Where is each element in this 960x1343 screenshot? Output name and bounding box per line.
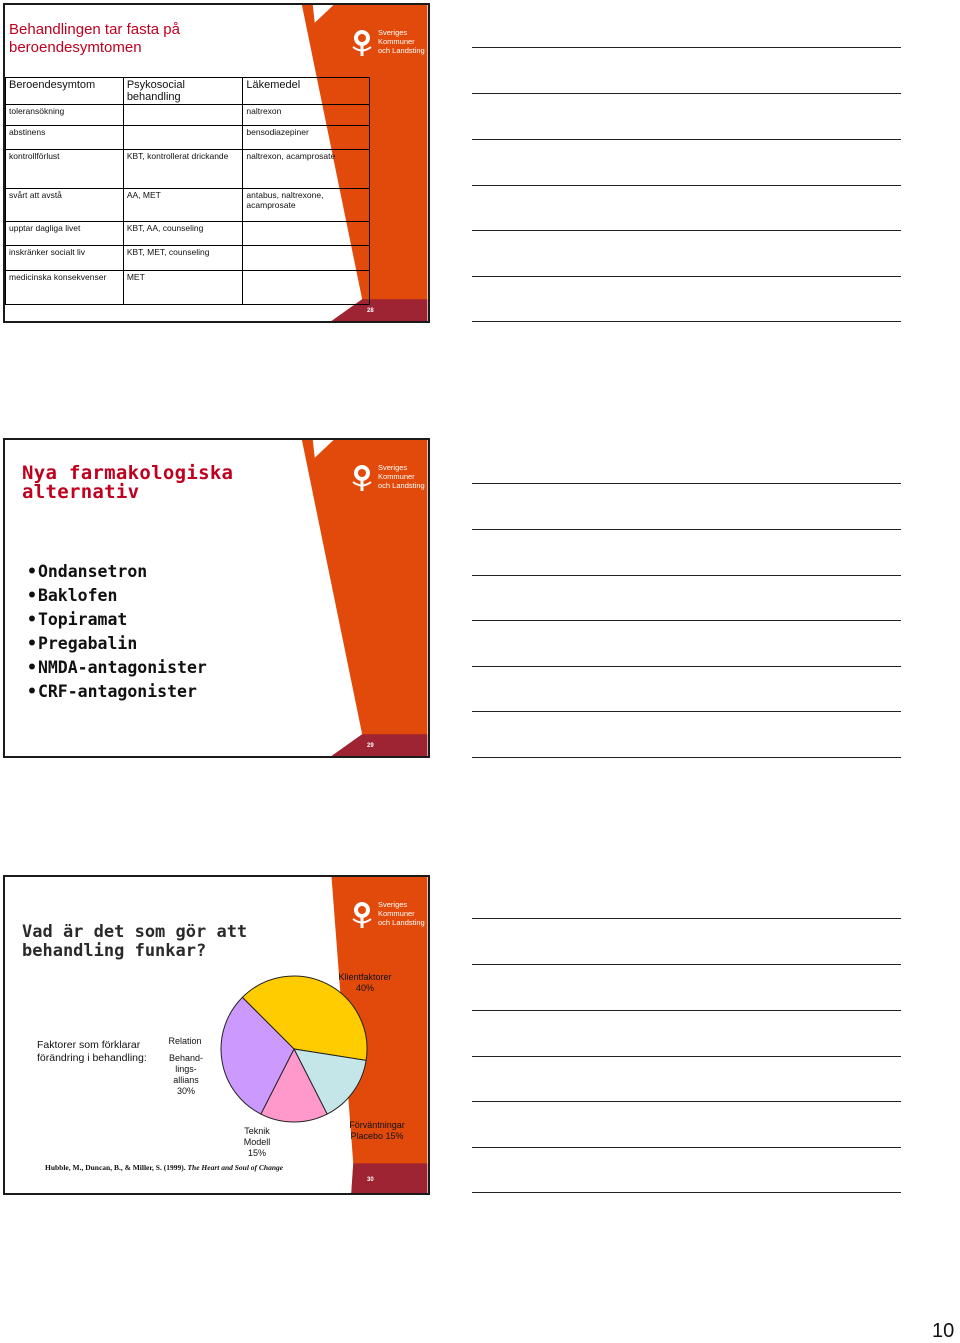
- table-cell: naltrexon: [243, 105, 370, 126]
- slide-30: [3, 875, 430, 1195]
- table-cell: abstinens: [6, 126, 124, 150]
- table-row: [6, 246, 370, 271]
- table-cell: bensodiazepiner: [243, 126, 370, 150]
- column-header: Psykosocial behandling: [123, 78, 243, 105]
- table-cell: [243, 222, 370, 246]
- table-cell: KBT, kontrollerat drickande: [123, 150, 243, 189]
- pie-label-relation: Relation: [168, 1036, 202, 1046]
- pie-chart: [5, 877, 430, 1195]
- bullet-item: • Topiramat: [27, 608, 207, 632]
- table-cell: upptar dagliga livet: [6, 222, 124, 246]
- table-cell: [123, 126, 243, 150]
- skl-logo: [351, 462, 430, 498]
- table-cell: medicinska konsekvenser: [6, 271, 124, 305]
- table-cell: naltrexon, acamprosate: [243, 150, 370, 189]
- notes-line: [472, 711, 901, 712]
- table-cell: AA, MET: [123, 189, 243, 222]
- slide-title: Nya farmakologiska alternativ: [22, 462, 234, 503]
- notes-line: [472, 93, 901, 94]
- table-row: [6, 105, 370, 126]
- bullet-item: • Baklofen: [27, 584, 207, 608]
- bullet-item: • CRF-antagonister: [27, 680, 207, 704]
- notes-line: [472, 276, 901, 277]
- table-cell: antabus, naltrexone, acamprosate: [243, 189, 370, 222]
- notes-line: [472, 47, 901, 48]
- table-cell: [243, 271, 370, 305]
- notes-line: [472, 185, 901, 186]
- page-number: 10: [932, 1320, 955, 1342]
- slide-number: 29: [367, 743, 374, 749]
- notes-line: [472, 757, 901, 758]
- notes-line: [472, 1101, 901, 1102]
- bullet-item: • Pregabalin: [27, 632, 207, 656]
- pie-label-forvantningar: Förväntningar Placebo 15%: [349, 1120, 405, 1141]
- bullet-item: • NMDA-antagonister: [27, 656, 207, 680]
- notes-line: [472, 483, 901, 484]
- column-header: Läkemedel: [243, 78, 370, 105]
- logo-symbol-icon: [351, 29, 373, 57]
- table-cell: [243, 246, 370, 271]
- bullet-item: • Ondansetron: [27, 560, 207, 584]
- notes-line: [472, 666, 901, 667]
- slide-title: Vad är det som gör att behandling funkar?: [22, 922, 248, 961]
- table-row: [6, 150, 370, 189]
- slide-28: [3, 3, 430, 323]
- notes-line: [472, 1147, 901, 1148]
- notes-line: [472, 321, 901, 322]
- column-header: Beroendesymtom: [6, 78, 124, 105]
- skl-logo: [351, 27, 430, 63]
- logo-text: Sveriges Kommuner och Landsting: [378, 463, 425, 490]
- factor-label: Faktorer som förklarar förändring i behandling:: [37, 1039, 147, 1064]
- table-cell: KBT, AA, counseling: [123, 222, 243, 246]
- treatment-table: [5, 77, 370, 305]
- pie-label-teknik: Teknik Modell 15%: [243, 1126, 271, 1158]
- table-cell: KBT, MET, counseling: [123, 246, 243, 271]
- notes-line: [472, 918, 901, 919]
- notes-line: [472, 964, 901, 965]
- table-cell: MET: [123, 271, 243, 305]
- notes-line: [472, 575, 901, 576]
- pie-label-klientfaktorer: Klientfaktorer 40%: [338, 972, 392, 993]
- notes-line: [472, 1056, 901, 1057]
- notes-line: [472, 1192, 901, 1193]
- logo-symbol-icon: [351, 464, 373, 492]
- table-row: [6, 222, 370, 246]
- table-cell: toleransökning: [6, 105, 124, 126]
- table-header-row: [6, 78, 370, 105]
- bullet-list: [27, 560, 207, 704]
- notes-line: [472, 139, 901, 140]
- slide-title: Behandlingen tar fasta på beroendesymtomen: [9, 21, 180, 56]
- notes-line: [472, 529, 901, 530]
- reference-citation: Hubble, M., Duncan, B., & Miller, S. (1999). The Heart and Soul of Change: [45, 1163, 284, 1172]
- notes-line: [472, 620, 901, 621]
- notes-line: [472, 230, 901, 231]
- slide-number: 28: [367, 308, 374, 314]
- table-cell: inskränker socialt liv: [6, 246, 124, 271]
- table-cell: svårt att avstå: [6, 189, 124, 222]
- table-cell: kontrollförlust: [6, 150, 124, 189]
- logo-text: Sveriges Kommuner och Landsting: [378, 900, 425, 927]
- slide-number: 30: [367, 1177, 374, 1183]
- table-row: [6, 189, 370, 222]
- table-cell: [123, 105, 243, 126]
- table-row: [6, 271, 370, 305]
- table-row: [6, 126, 370, 150]
- notes-line: [472, 1010, 901, 1011]
- slide-29: [3, 438, 430, 758]
- logo-text: Sveriges Kommuner och Landsting: [378, 28, 425, 55]
- pie-label-allians: Behand-lings-allians 30%: [168, 1053, 204, 1096]
